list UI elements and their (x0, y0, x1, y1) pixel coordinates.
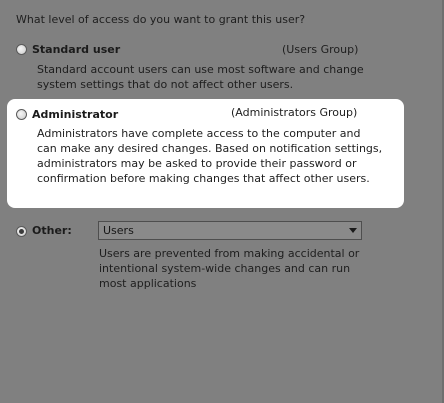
chevron-down-icon[interactable] (349, 228, 357, 233)
standard-user-radio[interactable] (16, 44, 27, 55)
users-group-label: (Users Group) (282, 43, 359, 56)
standard-user-description: Standard account users can use most software and change system settings that do not affect other users. (37, 63, 364, 91)
standard-user-label[interactable]: Standard user (32, 43, 121, 56)
other-radio[interactable] (16, 226, 27, 237)
administrators-group-label: (Administrators Group) (231, 106, 358, 119)
other-label[interactable]: Other: (32, 224, 72, 237)
other-description: Users are prevented from making accidental or intentional system-wide changes and can run most applications (99, 247, 360, 290)
administrator-radio[interactable] (16, 109, 27, 120)
group-select-dropdown[interactable] (98, 221, 362, 240)
access-level-prompt: What level of access do you want to grant this user? (16, 13, 306, 26)
administrator-label[interactable]: Administrator (32, 108, 119, 121)
group-select-value: Users (103, 224, 134, 237)
administrator-description: Administrators have complete access to the computer and can make any desired changes. Based on notification settings, administrators may be asked to provide their password or confirmation before making changes that affect other users. (37, 127, 383, 185)
